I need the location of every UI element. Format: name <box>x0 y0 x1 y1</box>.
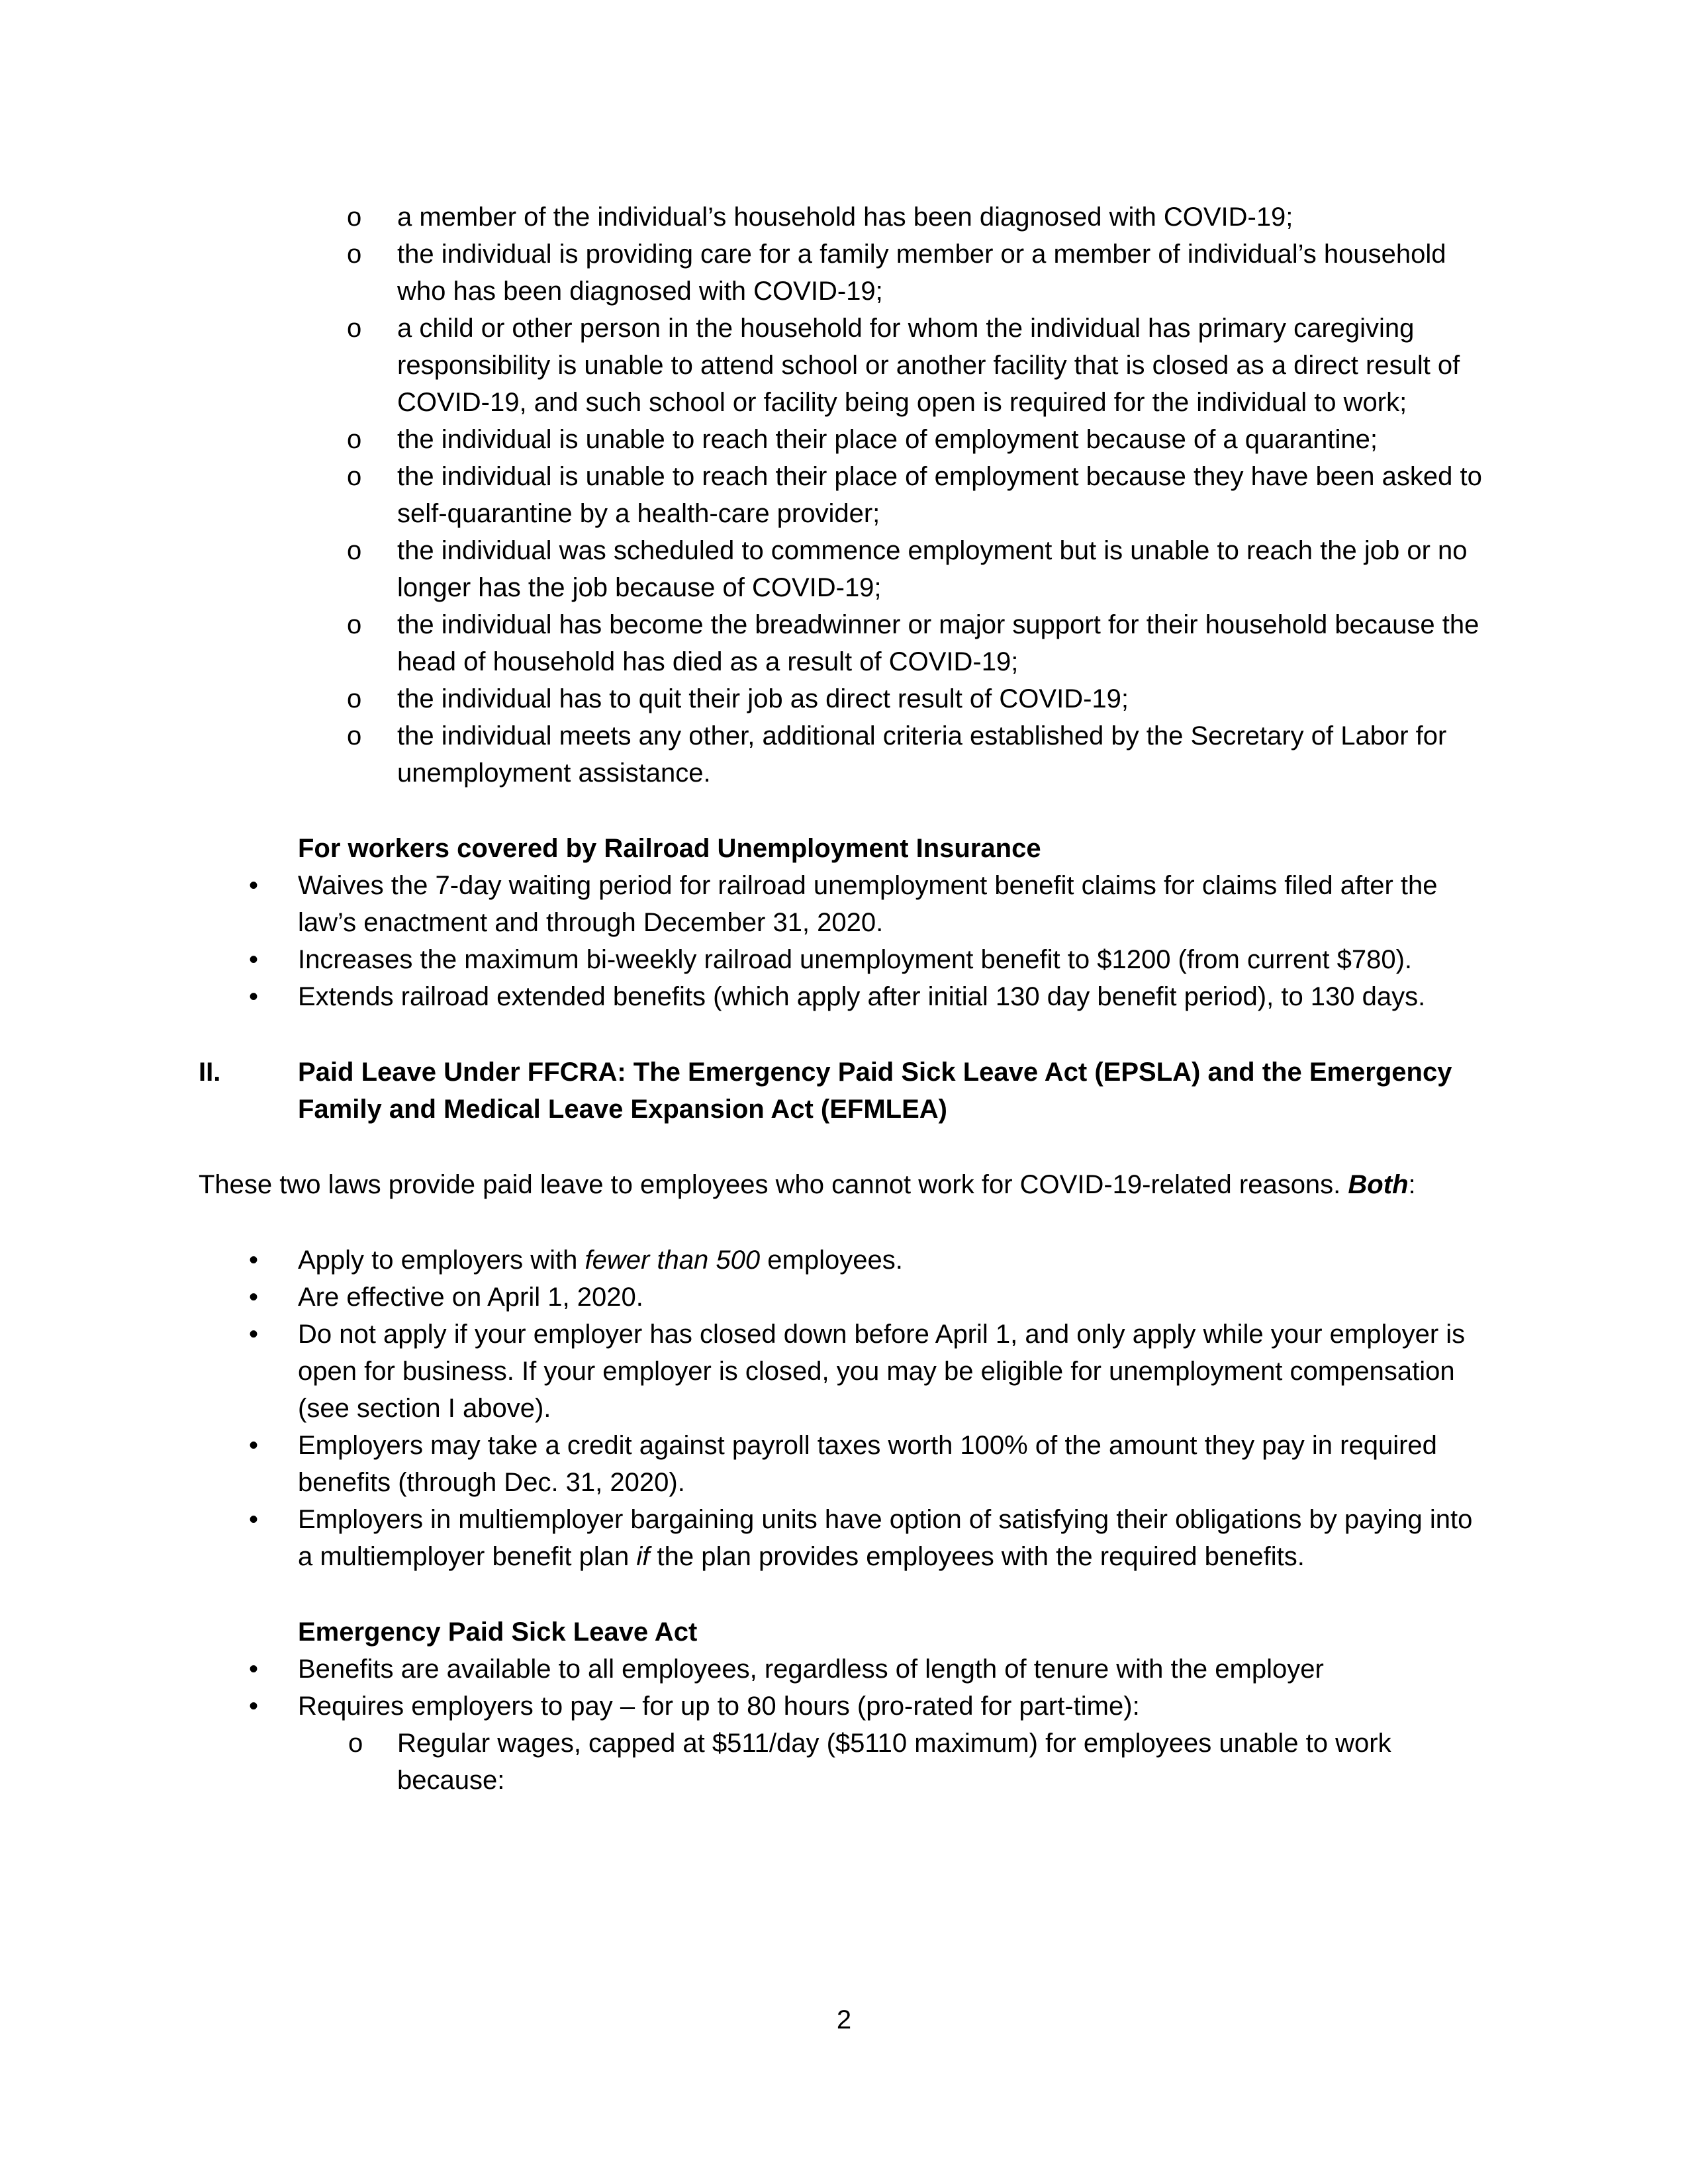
list-item-text: Apply to employers with <box>298 1246 585 1275</box>
circle-bullet-icon: o <box>348 1729 363 1758</box>
section-title: Paid Leave Under FFCRA: The Emergency Paid Sick Leave Act (EPSLA) and the Emergency Family and Medical Leave Expansion Act (EFMLEA) <box>298 1058 1452 1124</box>
list-item <box>249 1688 1489 1799</box>
list-item <box>347 310 1489 421</box>
list-item-text: Extends railroad extended benefits (which apply after initial 130 day benefit period), to 130 days. <box>298 982 1426 1011</box>
list-item <box>347 199 1489 236</box>
list-item-text: Requires employers to pay – for up to 80 hours (pro-rated for part-time): <box>298 1692 1140 1721</box>
list-item <box>249 1501 1489 1575</box>
list-item-text: Increases the maximum bi-weekly railroad unemployment benefit to $1200 (from current $780). <box>298 945 1413 974</box>
list-item-text: the individual is providing care for a family member or a member of individual’s household who has been diagnosed with COVID-19; <box>397 240 1446 306</box>
list-item-text: the plan provides employees with the required benefits. <box>649 1542 1305 1571</box>
epsla-sub-list <box>348 1725 1489 1799</box>
section-number: II. <box>199 1058 221 1087</box>
railroad-benefits-list <box>249 867 1489 1015</box>
circle-bullet-icon: o <box>347 203 362 232</box>
list-item-text: the individual was scheduled to commence employment but is unable to reach the job or no longer has the job because of COVID-19; <box>397 536 1468 602</box>
list-item <box>249 867 1489 941</box>
list-item <box>347 606 1489 680</box>
intro-emphasis: Both <box>1348 1170 1409 1199</box>
list-item-text: Employers in multiemployer bargaining units have option of satisfying their obligations by paying into a multiemployer benefit plan <box>298 1505 1473 1571</box>
list-item <box>347 717 1489 792</box>
page-content <box>199 199 1489 1799</box>
bullet-icon: • <box>249 982 259 1011</box>
bullet-icon: • <box>249 945 259 974</box>
railroad-heading: For workers covered by Railroad Unemployment Insurance <box>298 834 1041 863</box>
list-item-text: the individual has to quit their job as direct result of COVID-19; <box>397 684 1129 713</box>
list-item <box>347 680 1489 717</box>
list-item <box>347 236 1489 310</box>
epsla-heading: Emergency Paid Sick Leave Act <box>298 1617 698 1647</box>
list-item <box>249 1316 1489 1427</box>
list-item-text: Benefits are available to all employees, regardless of length of tenure with the employer <box>298 1655 1324 1684</box>
bullet-icon: • <box>249 1320 259 1349</box>
circle-bullet-icon: o <box>347 610 362 639</box>
list-item <box>347 421 1489 458</box>
bullet-icon: • <box>249 1246 259 1275</box>
bullet-icon: • <box>249 1283 259 1312</box>
bullet-icon: • <box>249 1655 259 1684</box>
list-item-text: Do not apply if your employer has closed down before April 1, and only apply while your employer is open for business. If your employer is closed, you may be eligible for unemployment compensation (see section I above). <box>298 1320 1466 1423</box>
emphasis-text: fewer than 500 <box>585 1246 761 1275</box>
circle-bullet-icon: o <box>347 240 362 269</box>
list-item-text: a member of the individual’s household has been diagnosed with COVID-19; <box>397 203 1293 232</box>
bullet-icon: • <box>249 1505 259 1534</box>
circle-bullet-icon: o <box>347 425 362 454</box>
intro-end: : <box>1408 1170 1416 1199</box>
epsla-benefits-list <box>249 1651 1489 1799</box>
list-item <box>347 532 1489 606</box>
list-item-text: a child or other person in the household for whom the individual has primary caregiving responsibility is unable to attend school or another facility that is closed as a direct result of COVID-19, and such school or facility being open is required for the individual to work; <box>397 314 1460 417</box>
list-item <box>249 1651 1489 1688</box>
list-item <box>249 941 1489 978</box>
circle-bullet-icon: o <box>347 684 362 713</box>
list-item-text: the individual meets any other, additional criteria established by the Secretary of Labor for unemployment assistance. <box>397 721 1447 788</box>
circle-bullet-icon: o <box>347 721 362 751</box>
list-item <box>249 1242 1489 1279</box>
list-item-text: employees. <box>760 1246 903 1275</box>
list-item <box>348 1725 1489 1799</box>
both-laws-list <box>249 1242 1489 1575</box>
list-item-text: Employers may take a credit against payroll taxes worth 100% of the amount they pay in required benefits (through Dec. 31, 2020). <box>298 1431 1437 1497</box>
bullet-icon: • <box>249 871 259 900</box>
section-intro <box>199 1166 1489 1203</box>
list-item <box>249 978 1489 1015</box>
section-heading <box>199 1054 1489 1128</box>
page-number: 2 <box>836 2005 852 2034</box>
eligibility-criteria-list <box>347 199 1489 792</box>
bullet-icon: • <box>249 1692 259 1721</box>
list-item <box>347 458 1489 532</box>
bullet-icon: • <box>249 1431 259 1460</box>
circle-bullet-icon: o <box>347 462 362 491</box>
intro-text: These two laws provide paid leave to employees who cannot work for COVID-19-related reasons. <box>199 1170 1341 1199</box>
circle-bullet-icon: o <box>347 314 362 343</box>
list-item-text: Are effective on April 1, 2020. <box>298 1283 643 1312</box>
list-item-text: the individual has become the breadwinner or major support for their household because the head of household has died as a result of COVID-19; <box>397 610 1479 676</box>
emphasis-text: if <box>636 1542 650 1571</box>
list-item-text: Regular wages, capped at $511/day ($5110 maximum) for employees unable to work because: <box>397 1729 1391 1795</box>
list-item <box>249 1427 1489 1501</box>
list-item-text: the individual is unable to reach their place of employment because of a quarantine; <box>397 425 1378 454</box>
list-item <box>249 1279 1489 1316</box>
list-item-text: the individual is unable to reach their place of employment because they have been asked to self-quarantine by a health-care provider; <box>397 462 1482 528</box>
list-item-text: Waives the 7-day waiting period for railroad unemployment benefit claims for claims filed after the law’s enactment and through December 31, 2020. <box>298 871 1438 937</box>
circle-bullet-icon: o <box>347 536 362 565</box>
